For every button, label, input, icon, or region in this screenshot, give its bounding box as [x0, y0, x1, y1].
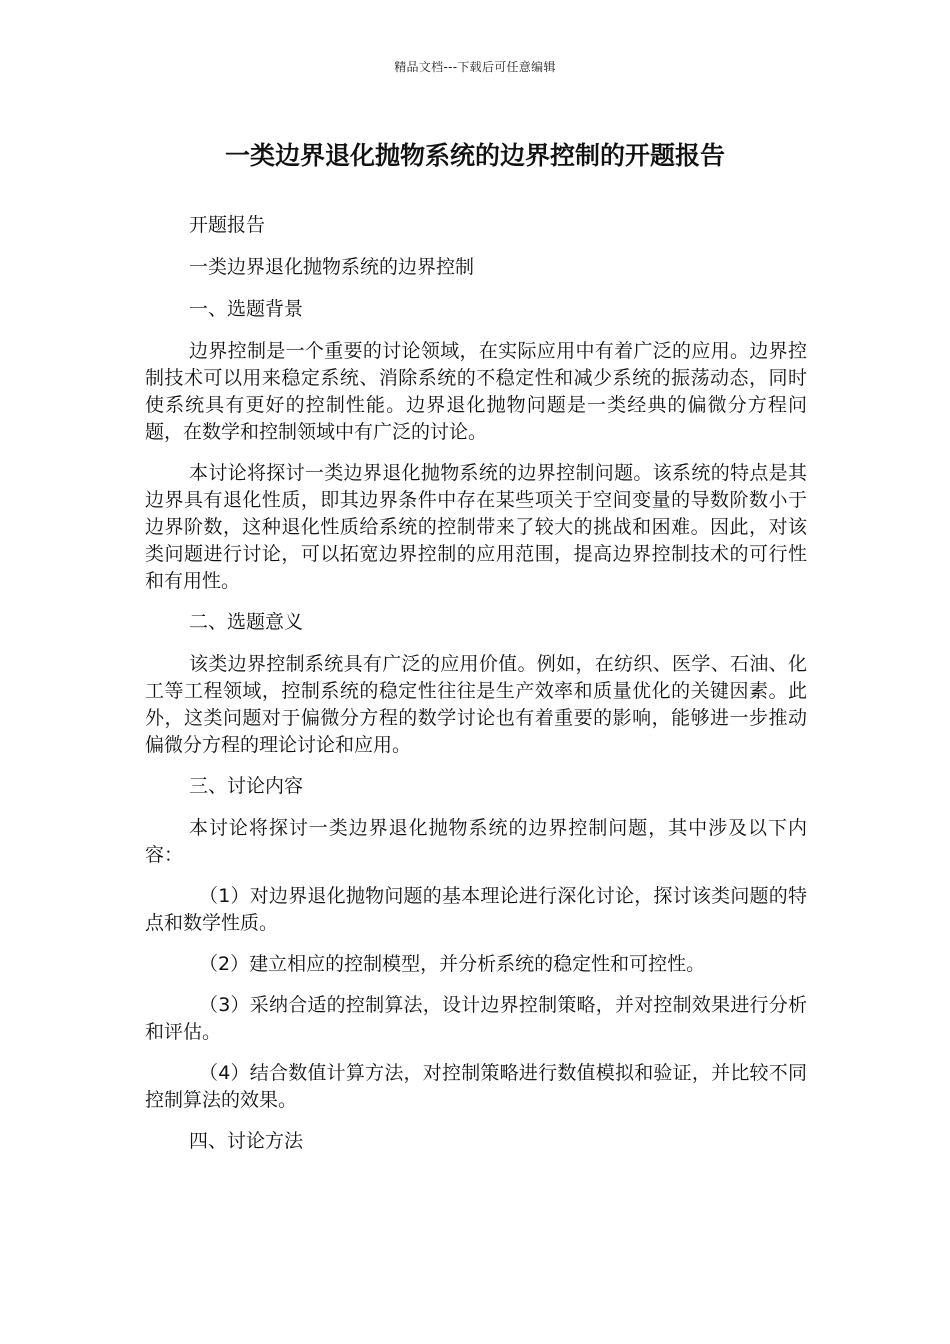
- paragraph-significance: 该类边界控制系统具有广泛的应用价值。例如，在纺织、医学、石油、化工等工程领域，控制系统的稳定性往往是生产效率和质量优化的关键因素。此外，这类问题对于偏微分方程的数学讨论也有着重要的影响，能够进一步推动偏微分方程的理论讨论和应用。: [145, 653, 807, 756]
- list-item-3: （3）采纳合适的控制算法，设计边界控制策略，并对控制效果进行分析和评估。: [145, 994, 807, 1043]
- page-header-note: 精品文档---下载后可任意编辑: [394, 60, 556, 74]
- section-heading-background: 一、选题背景: [189, 298, 304, 320]
- section-heading-methods: 四、讨论方法: [189, 1130, 304, 1152]
- report-subtitle: 一类边界退化抛物系统的边界控制: [189, 256, 475, 278]
- list-item-4: （4）结合数值计算方法，对控制策略进行数值模拟和验证，并比较不同控制算法的效果。: [145, 1062, 807, 1111]
- list-item-2: （2）建立相应的控制模型，并分析系统的稳定性和可控性。: [199, 953, 706, 975]
- document-title: 一类边界退化抛物系统的边界控制的开题报告: [224, 141, 725, 170]
- paragraph-content-intro: 本讨论将探讨一类边界退化抛物系统的边界控制问题，其中涉及以下内容：: [145, 817, 807, 866]
- section-heading-content: 三、讨论内容: [189, 775, 304, 797]
- section-heading-significance: 二、选题意义: [189, 611, 304, 633]
- paragraph-background-2: 本讨论将探讨一类边界退化抛物系统的边界控制问题。该系统的特点是其边界具有退化性质，即其边界条件中存在某些项关于空间变量的导数阶数小于边界阶数，这种退化性质给系统的控制带来了较大的挑战和困难。因此，对该类问题进行讨论，可以拓宽边界控制的应用范围，提高边界控制技术的可行性和有用性。: [145, 462, 807, 592]
- document-body: [145, 212, 807, 1170]
- paragraph-background-1: 边界控制是一个重要的讨论领域，在实际应用中有着广泛的应用。边界控制技术可以用来稳定系统、消除系统的不稳定性和减少系统的振荡动态，同时使系统具有更好的控制性能。边界退化抛物问题是一类经典的偏微分方程问题，在数学和控制领域中有广泛的讨论。: [145, 340, 807, 443]
- report-label: 开题报告: [189, 214, 266, 236]
- list-item-1: （1）对边界退化抛物问题的基本理论进行深化讨论，探讨该类问题的特点和数学性质。: [145, 885, 807, 934]
